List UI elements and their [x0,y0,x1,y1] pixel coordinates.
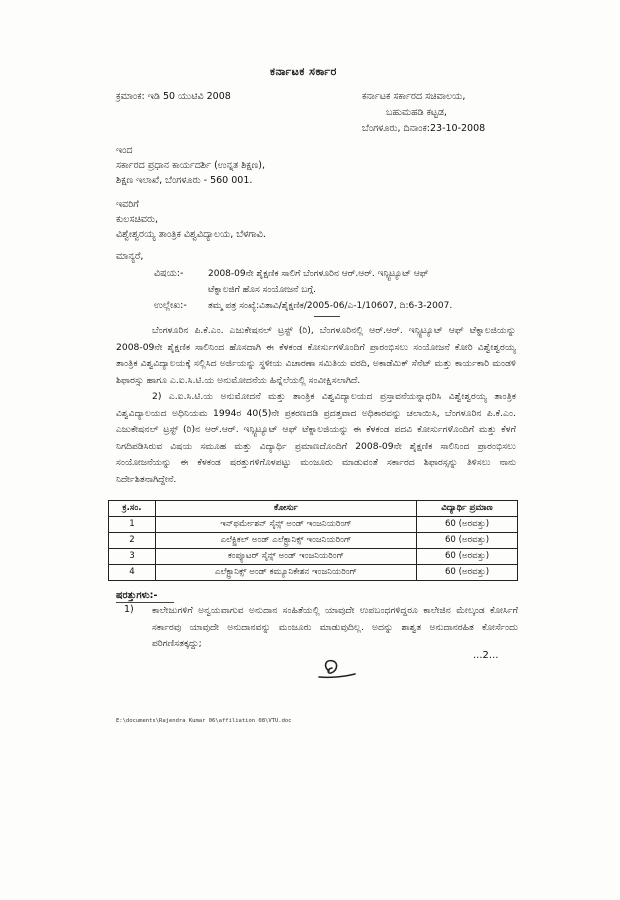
cell-course: ಎಲೆಕ್ಟ್ರಿಕಲ್ ಅಂಡ್ ಎಲೆಕ್ಟ್ರಾನಿಕ್ಸ್ ಇಂಜನಿಯರಿಂಗ್ [156,533,417,549]
separator-rule [314,316,340,317]
condition-1-number: 1) [124,604,134,615]
cell-serial: 2 [109,533,156,549]
cell-serial: 1 [109,517,156,533]
to-line1: ಕುಲಸಚಿವರು, [116,214,159,225]
footer-file-path: E:\documents\Rajendra Kumar 06\affiliation 08\VTU.doc [116,718,292,724]
from-line2: ಶಿಕ್ಷಣ ಇಲಾಖೆ, ಬೆಂಗಳೂರು - 560 001. [116,175,253,186]
to-label: ಇವರಿಗೆ [116,199,139,210]
cell-serial: 4 [109,565,156,581]
from-line1: ಸರ್ಕಾರದ ಪ್ರಧಾನ ಕಾರ್ಯದರ್ಶಿ (ಉನ್ನತ ಶಿಕ್ಷಣ), [116,160,266,171]
salutation: ಮಾನ್ಯರೆ, [116,251,144,262]
subject-line1: 2008-09ನೇ ಶೈಕ್ಷಣಿಕ ಸಾಲಿಗೆ ಬೆಂಗಳೂರಿನ ಆರ್.ಆರ್. ಇನ್ಸ್ಟಿಟ್ಯೂಟ್ ಆಫ್ [208,269,429,279]
subject-label: ವಿಷಯ:- [154,268,184,279]
conditions-label: ಷರತ್ತುಗಳು:- [116,590,158,601]
office-address-line1: ಕರ್ನಾಟಕ ಸರ್ಕಾರದ ಸಚಿವಾಲಯ, [362,91,466,102]
cell-intake: 60 (ಅರವತ್ತು) [417,533,518,549]
cell-course: ಎಲೆಕ್ಟ್ರಾನಿಕ್ಸ್ ಅಂಡ್ ಕಮ್ಯೂನಿಕೇಶನ ಇಂಜನಿಯರಿಂಗ್ [156,565,417,581]
page-title: ಕರ್ನಾಟಕ ಸರ್ಕಾರ [270,65,337,78]
cell-intake: 60 (ಅರವತ್ತು) [417,549,518,565]
order-number: ಕ್ರಮಾಂಕ: ಇಡಿ 50 ಯುಟಿವಿ 2008 [116,91,231,102]
header-course: ಕೋರ್ಸು [156,501,417,517]
cell-intake: 60 (ಅರವತ್ತು) [417,517,518,533]
table-row [109,565,518,581]
paragraph-1: ಬೆಂಗಳೂರಿನ ಪಿ.ಕೆ.ಎಂ. ಎಜುಕೇಷನಲ್ ಟ್ರಸ್ಟ್ (ರಿ), ಬೆಂಗಳೂರಿನಲ್ಲಿ ಆರ್.ಆರ್. ಇನ್ಸ್ಟಿಟ್ಯೂಟ್ ಆಫ್ ಟೆಕ್ನಾಲಜಿಯನ್ನು 2008-09ನೇ ಶೈಕ್ಷಣಿಕ ಸಾಲಿನಿಂದ ಹೊಸದಾಗಿ ಈ ಕೆಳಕಂಡ ಕೋರ್ಸುಗಳೊಂದಿಗೆ ಪ್ರಾರಂಭಿಸಲು ಸಂಯೋಜನೆ ಕೋರಿ ವಿಶ್ವೇಶ್ವರಯ್ಯ ತಾಂತ್ರಿಕ ವಿಶ್ವವಿದ್ಯಾಲಯಕ್ಕೆ ಸಲ್ಲಿಸಿದ ಅರ್ಜಿಯನ್ನು ಸ್ಥಳೀಯ ವಿಚಾರಣಾ ಸಮಿತಿಯ ವರದಿ, ಅಕಾಡೆಮಿಕ್ ಸೆನೆಟ್ ಮತ್ತು ಕಾರ್ಯಕಾರಿ ಮಂಡಳಿ ಶಿಫಾರಸ್ಸು ಹಾಗೂ ಎ.ಐ.ಸಿ.ಟಿ.ಯ ಅನುಮೋದನೆಯ ಹಿನ್ನೆಲೆಯಲ್ಲಿ ಸಂವೀಕ್ಷಿಸಲಾಗಿದೆ. [116,325,516,386]
header-serial: ಕ್ರ.ಸಂ. [109,501,156,517]
table-header-row [109,501,518,517]
signature-mark [315,655,357,681]
reference-text: ತಮ್ಮ ಪತ್ರ ಸಂಖ್ಯೆ:ವಿತಾವಿ/ಶೈಕ್ಷಣಿಕ/2005-06/ಎ-1/10607, ದಿ:6-3-2007. [208,301,453,311]
to-line2: ವಿಶ್ವೇಶ್ವರಯ್ಯ ತಾಂತ್ರಿಕ ವಿಶ್ವವಿದ್ಯಾಲಯ, ಬೆಳಗಾವಿ. [116,229,266,240]
office-date-line: ಬೆಂಗಳೂರು, ದಿನಾಂಕ:23-10-2008 [362,123,486,134]
reference-label: ಉಲ್ಲೇಖ:- [154,300,187,311]
table-row [109,517,518,533]
condition-1-text: ಕಾಲೇಜುಗಳಿಗೆ ಅನ್ವಯವಾಗುವ ಅನುದಾನ ಸಂಹಿತೆಯಲ್ಲಿ ಯಾವುದೇ ಉಪಬಂಧಗಳಿದ್ದರೂ ಕಾಲೇಜಿನ ಮೇಲ್ಕಂಡ ಕೋರ್ಸಿಗೆ ಸರ್ಕಾರವು ಯಾವುದೇ ಅನುದಾನವನ್ನು ಮಂಜೂರು ಮಾಡುವುದಿಲ್ಲ. ಅದನ್ನು ಶಾಶ್ವತ ಅನುದಾನರಹಿತ ಕೋರ್ಸೆಂದು ಪರಿಗಣಿಸತಕ್ಕದ್ದು; [152,605,518,649]
cell-serial: 3 [109,549,156,565]
paragraph-2: 2) ಎ.ಐ.ಸಿ.ಟಿ.ಯ ಅನುಮೋದನೆ ಮತ್ತು ತಾಂತ್ರಿಕ ವಿಶ್ವವಿದ್ಯಾಲಯದ ಪ್ರಸ್ತಾವನೆಯನ್ನಾಧರಿಸಿ ವಿಶ್ವೇಶ್ವರಯ್ಯ ತಾಂತ್ರಿಕ ವಿಶ್ವವಿದ್ಯಾಲಯದ ಅಧಿನಿಯಮ 1994ರ 40(5)ನೇ ಪ್ರಕರಣದಡಿ ಪ್ರದತ್ತವಾದ ಅಧಿಕಾರವನ್ನು ಚಲಾಯಿಸಿ, ಬೆಂಗಳೂರಿನ ಪಿ.ಕೆ.ಎಂ. ಎಜುಕೇಷನಲ್ ಟ್ರಸ್ಟ್ (ರಿ)ನ ಆರ್.ಆರ್. ಇನ್ಸ್ಟಿಟ್ಯೂಟ್ ಆಫ್ ಟೆಕ್ನಾಲಜಿಯನ್ನು ಈ ಕೆಳಕಂಡ ಪದವಿ ಕೋರ್ಸುಗಳೊಂದಿಗೆ ಮತ್ತು ಕೆಳಗೆ ನಿಗದಿಪಡಿಸಿರುವ ವಿಷಯ ಸಮೂಹ ಮತ್ತು ವಿದ್ಯಾರ್ಥಿ ಪ್ರಮಾಣದೊಂದಿಗೆ 2008-09ನೇ ಶೈಕ್ಷಣಿಕ ಸಾಲಿನಿಂದ ಪ್ರಾರಂಭಿಸಲು ಸಂಯೋಜನೆಯನ್ನು ಈ ಕೆಳಕಂಡ ಷರತ್ತುಗಳಿಗೊಳಪಟ್ಟು ಮಂಜೂರು ಮಾಡುವಂತೆ ಸರ್ಕಾರದ ಶಿಫಾರಸ್ಸನ್ನು ತಿಳಿಸಲು ನಾನು ನಿರ್ದೇಶಿತನಾಗಿದ್ದೇನೆ. [116,391,516,485]
header-intake: ವಿದ್ಯಾರ್ಥಿ ಪ್ರಮಾಣ [417,501,518,517]
courses-table [108,500,518,581]
subject-line2: ಟೆಕ್ನಾಲಜಿಗೆ ಹೊಸ ಸಂಯೋಜನೆ ಬಗ್ಗೆ. [208,285,316,295]
cell-intake: 60 (ಅರವತ್ತು) [417,565,518,581]
table-row [109,549,518,565]
table-row [109,533,518,549]
from-label: ಇಂದ [116,145,133,156]
continuation-marker: ...2... [473,650,499,661]
cell-course: ಕಂಪ್ಯೂಟರ್ ಸೈನ್ಸ್ ಅಂಡ್ ಇಂಜನಿಯರಿಂಗ್ [156,549,417,565]
office-address-line2: ಬಹುಮಹಡಿ ಕಟ್ಟಡ, [386,107,447,118]
cell-course: ಇನ್‌ಫರ್ಮೇಶನ್ ಸೈನ್ಸ್ ಅಂಡ್ ಇಂಜನಿಯರಿಂಗ್ [156,517,417,533]
